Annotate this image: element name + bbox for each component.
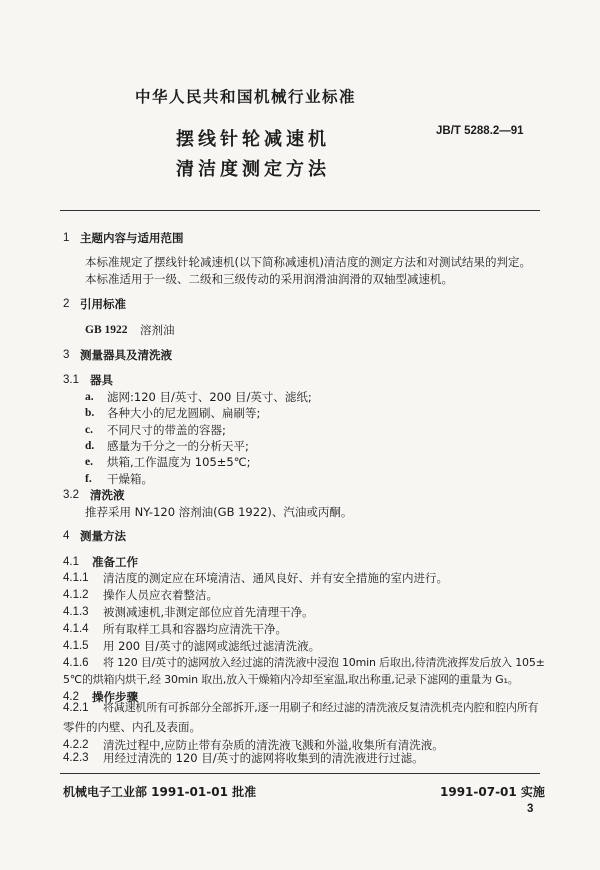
section-3-2-title: 清洗液 (90, 488, 125, 502)
clause-text: 将减速机所有可拆部分全部拆开,逐一用刷子和经过滤的清洗液反复清洗机壳内腔和腔内所有 (103, 701, 539, 714)
section-4-2-title: 操作步骤 (92, 690, 138, 704)
section-1-number: 1 (63, 232, 70, 244)
clause-text-continued: 5℃的烘箱内烘干,经 30min 取出,放入干燥箱内冷却至室温,取出称重,记录下滤网的重量为 G₁。 (63, 673, 519, 686)
section-3-1-title: 器具 (90, 373, 113, 387)
clause-number: 4.2.1 (63, 702, 89, 714)
list-marker: c. (85, 424, 93, 436)
list-marker: a. (85, 391, 94, 403)
clause-text: 操作人员应衣着整洁。 (103, 588, 218, 602)
clause-text: 清洗过程中,应防止带有杂质的清洗液飞溅和外溢,收集所有清洗液。 (103, 738, 444, 752)
clause-text: 将 120 目/英寸的滤网放入经过滤的清洗液中浸泡 10min 后取出,待清洗液挥发后放入 105± (103, 656, 545, 669)
list-item: 感量为千分之一的分析天平; (107, 439, 249, 453)
section-4-number: 4 (63, 530, 70, 542)
clause-number: 4.2.2 (63, 739, 89, 751)
clause-text: 被测减速机,非测定部位应首先清理干净。 (103, 605, 314, 619)
list-item: 干燥箱。 (107, 472, 153, 486)
clause-number: 4.1.3 (63, 606, 89, 618)
title-line-1: 摆线针轮减速机 (176, 129, 330, 150)
section-4-1-title: 准备工作 (92, 555, 138, 569)
section-1-paragraph: 本标准适用于一级、二级和三级传动的采用润滑油润滑的双轴型减速机。 (85, 272, 453, 286)
footer-divider (60, 773, 540, 774)
clause-text: 清洁度的测定应在环境清洁、通风良好、并有安全措施的室内进行。 (103, 571, 448, 585)
list-marker: d. (85, 440, 95, 452)
section-3-1-number: 3.1 (63, 374, 79, 386)
clause-text-continued: 零件的内壁、内孔及表面。 (63, 720, 201, 734)
reference-code: GB 1922 (85, 324, 128, 336)
list-item: 烘箱,工作温度为 105±5℃; (107, 455, 251, 469)
list-item: 滤网:120 目/英寸、200 目/英寸、滤纸; (107, 390, 312, 404)
title-line-2: 清洁度测定方法 (176, 159, 330, 180)
section-3-2-text: 推荐采用 NY-120 溶剂油(GB 1922)、汽油或丙酮。 (85, 505, 353, 519)
section-1-paragraph: 本标准规定了摆线针轮减速机(以下简称减速机)清洁度的测定方法和对测试结果的判定。 (85, 255, 531, 269)
clause-number: 4.1.4 (63, 623, 89, 635)
list-item: 不同尺寸的带盖的容器; (107, 423, 226, 437)
list-marker: b. (85, 407, 95, 419)
clause-number: 4.1.5 (63, 640, 89, 652)
effective-date: 1991-07-01 实施 (440, 785, 545, 799)
page-number: 3 (527, 803, 534, 815)
section-4-title: 测量方法 (80, 529, 126, 543)
section-2-number: 2 (63, 298, 70, 310)
clause-text: 用 200 目/英寸的滤网或滤纸过滤清洗液。 (103, 639, 321, 653)
section-3-2-number: 3.2 (63, 489, 79, 501)
approval-note: 机械电子工业部 1991-01-01 批准 (63, 785, 257, 799)
section-2-title: 引用标准 (80, 297, 126, 311)
section-4-2-number: 4.2 (63, 691, 79, 703)
section-1-title: 主题内容与适用范围 (80, 231, 184, 245)
standard-code: JB/T 5288.2—91 (436, 125, 524, 137)
clause-number: 4.1.6 (63, 657, 89, 669)
section-4-1-number: 4.1 (63, 556, 79, 568)
clause-text: 用经过清洗的 120 目/英寸的滤网将收集到的清洗液进行过滤。 (103, 751, 424, 765)
clause-number: 4.2.3 (63, 752, 89, 764)
list-marker: e. (85, 456, 93, 468)
header-divider (60, 210, 540, 211)
issuing-organization: 中华人民共和国机械行业标准 (135, 88, 357, 106)
list-item: 各种大小的尼龙圆刷、扁刷等; (107, 406, 261, 420)
reference-name: 溶剂油 (140, 323, 175, 337)
clause-number: 4.1.1 (63, 572, 89, 584)
clause-number: 4.1.2 (63, 589, 89, 601)
section-3-title: 测量器具及清洗液 (80, 348, 172, 362)
list-marker: f. (85, 473, 92, 485)
section-3-number: 3 (63, 349, 70, 361)
clause-text: 所有取样工具和容器均应清洗干净。 (103, 622, 287, 636)
